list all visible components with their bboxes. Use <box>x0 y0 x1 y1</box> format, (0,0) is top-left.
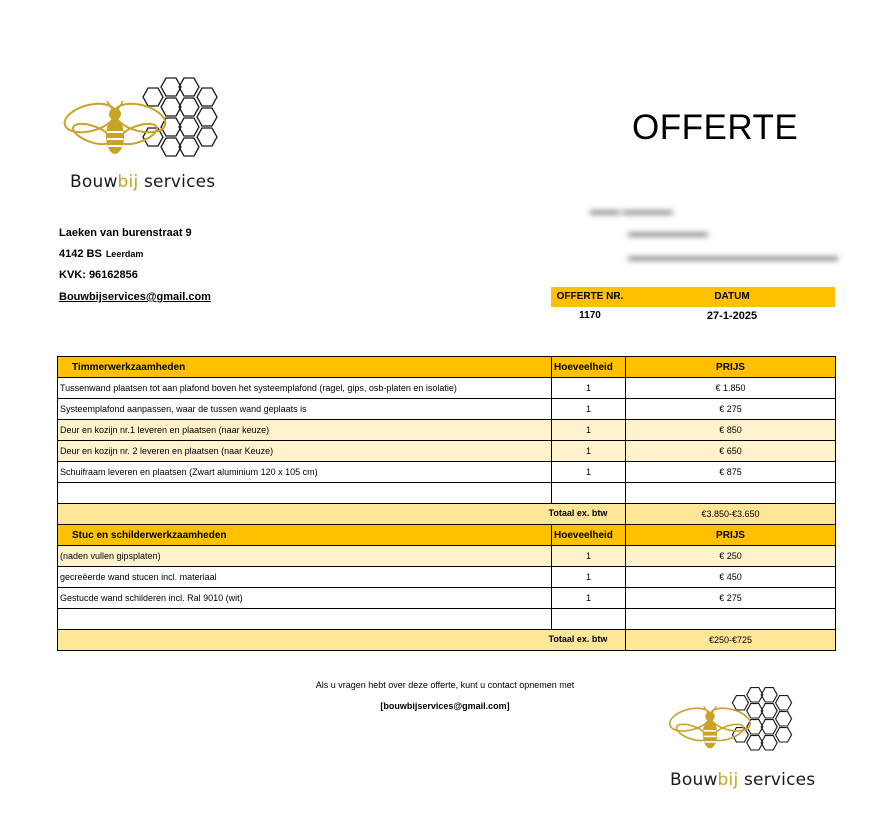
item-price: € 1.850 <box>626 378 836 399</box>
empty-row <box>58 483 836 504</box>
item-price: € 275 <box>626 588 836 609</box>
table-row <box>58 420 836 441</box>
item-price: € 850 <box>626 420 836 441</box>
item-price: € 250 <box>626 546 836 567</box>
item-description: Deur en kozijn nr.1 leveren en plaatsen (naar keuze) <box>58 420 552 441</box>
item-description: Systeemplafond aanpassen, waar de tussen wand geplaats is <box>58 399 552 420</box>
item-quantity: 1 <box>552 378 626 399</box>
quote-date-label: DATUM <box>629 287 835 307</box>
qty-column-header: Hoeveelheid <box>552 525 626 546</box>
item-price: € 275 <box>626 399 836 420</box>
item-price: € 650 <box>626 441 836 462</box>
empty-cell <box>58 609 552 630</box>
bee-honeycomb-logo-icon <box>60 76 250 176</box>
empty-row <box>58 609 836 630</box>
empty-cell <box>552 609 626 630</box>
qty-column-header: Hoeveelheid <box>552 357 626 378</box>
item-description: Schuifraam leveren en plaatsen (Zwart aluminium 120 x 105 cm) <box>58 462 552 483</box>
item-quantity: 1 <box>552 441 626 462</box>
item-quantity: 1 <box>552 399 626 420</box>
table-row <box>58 546 836 567</box>
table-row <box>58 588 836 609</box>
company-street: Laeken van burenstraat 9 <box>59 227 192 239</box>
section-header-row <box>58 525 836 546</box>
company-logo-bottom <box>660 686 850 796</box>
price-column-header: PRIJS <box>626 357 836 378</box>
item-quantity: 1 <box>552 588 626 609</box>
item-quantity: 1 <box>552 546 626 567</box>
section-title: Stuc en schilderwerkzaamheden <box>58 525 552 546</box>
company-logo-top <box>60 76 250 196</box>
total-label: Totaal ex. btw <box>552 504 626 525</box>
empty-cell <box>626 609 836 630</box>
quote-date-value: 27-1-2025 <box>706 310 758 322</box>
table-row <box>58 378 836 399</box>
item-description: (naden vullen gipsplaten) <box>58 546 552 567</box>
table-row <box>58 462 836 483</box>
empty-cell <box>626 483 836 504</box>
total-value: €250-€725 <box>626 630 836 651</box>
document-title: OFFERTE <box>632 108 799 147</box>
brand-name: Bouwbij services <box>70 172 216 192</box>
item-quantity: 1 <box>552 567 626 588</box>
section-total-row <box>58 504 836 525</box>
company-postal-city: 4142 BS Leerdam <box>59 248 144 260</box>
total-spacer <box>58 504 552 525</box>
bee-honeycomb-logo-icon <box>662 686 822 766</box>
section-total-row <box>58 630 836 651</box>
company-email-link[interactable]: Bouwbijservices@gmail.com <box>59 291 211 303</box>
quote-nr-value: 1170 <box>579 310 601 321</box>
section-title: Timmerwerkzaamheden <box>58 357 552 378</box>
item-description: Deur en kozijn nr. 2 leveren en plaatsen (naar Keuze) <box>58 441 552 462</box>
item-price: € 875 <box>626 462 836 483</box>
empty-cell <box>552 483 626 504</box>
item-description: gecreëerde wand stucen incl. materiaal <box>58 567 552 588</box>
quote-items-table <box>57 356 836 651</box>
footer-contact-text: Als u vragen hebt over deze offerte, kunt u contact opnemen met <box>315 680 575 690</box>
item-price: € 450 <box>626 567 836 588</box>
table-row <box>58 567 836 588</box>
section-header-row <box>58 357 836 378</box>
brand-name: Bouwbij services <box>670 770 816 790</box>
item-quantity: 1 <box>552 462 626 483</box>
total-spacer <box>58 630 552 651</box>
price-column-header: PRIJS <box>626 525 836 546</box>
redacted-client-info: ▬▬▬ ▬▬▬▬▬ ▬▬▬▬▬▬▬▬ ▬▬▬▬▬▬▬▬▬▬▬▬▬▬▬▬▬▬▬▬▬ <box>590 206 838 263</box>
empty-cell <box>58 483 552 504</box>
total-label: Totaal ex. btw <box>552 630 626 651</box>
item-quantity: 1 <box>552 420 626 441</box>
item-description: Gestucde wand schilderen incl. Ral 9010 (wit) <box>58 588 552 609</box>
item-description: Tussenwand plaatsen tot aan plafond boven het systeemplafond (ragel, gips, osb-platen en isolatie) <box>58 378 552 399</box>
quote-nr-label: OFFERTE NR. <box>551 287 629 307</box>
footer-contact-email[interactable]: [bouwbijservices@gmail.com] <box>380 701 510 711</box>
total-value: €3.850-€3.650 <box>626 504 836 525</box>
company-kvk: KVK: 96162856 <box>59 269 138 281</box>
table-row <box>58 441 836 462</box>
table-row <box>58 399 836 420</box>
